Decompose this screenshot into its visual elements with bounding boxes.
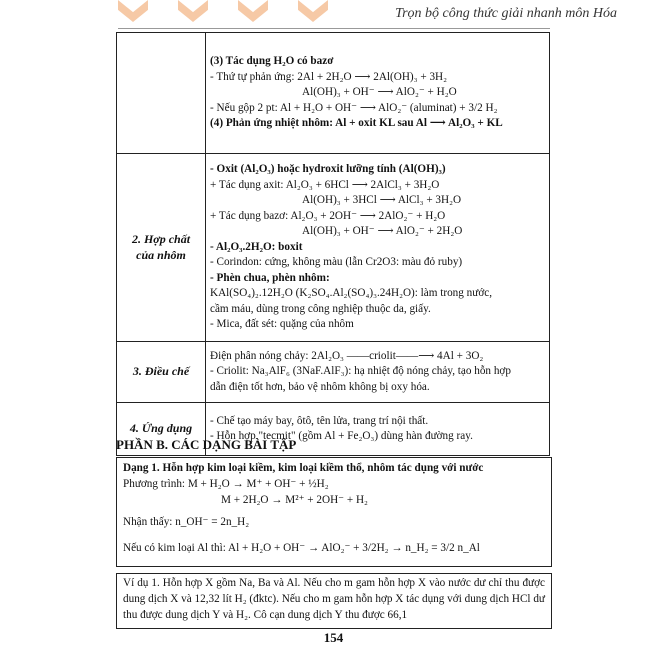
row-content [206, 342, 550, 403]
text-line: cầm máu, dùng trong công nghiệp thuộc da, giấy. [210, 302, 431, 315]
text-line: Phương trình: M + H₂O → M⁺ + OH⁻ + ½H₂ [123, 478, 329, 490]
text-line: (4) Phản ứng nhiệt nhôm: Al + oxit KL sau Al ⟶ Al₂O₃ + KL [210, 117, 503, 130]
text-line: Al(OH)₃ + 3HCl ⟶ AlCl₃ + 3H₂O [302, 194, 462, 207]
text-line: + Tác dụng bazơ: Al₂O₃ + 2OH⁻ ⟶ 2AlO₂⁻ + H₂O [210, 209, 446, 222]
header-title: Trọn bộ công thức giải nhanh môn Hóa [395, 6, 617, 21]
text-line: - Corindon: cứng, không màu (lẫn Cr2O3: màu đỏ ruby) [210, 256, 463, 269]
chevron-decoration-icon [298, 0, 328, 22]
text-line: Điện phân nóng chảy: 2Al₂O₃ ——criolit——⟶ 4Al + 3O₂ [210, 349, 484, 362]
header-divider [118, 28, 550, 29]
text-line: Nếu có kim loại Al thì: Al + H₂O + OH⁻ → AlO₂⁻ + 3/2H₂ → n_H₂ = 3/2 n_Al [123, 542, 480, 554]
exercise-type-title: Dạng 1. Hỗn hợp kim loại kiềm, kim loại kiềm thổ, nhôm tác dụng với nước [123, 462, 484, 474]
text-line: - Hỗn hợp "tecmit" (gồm Al + Fe₂O₃) dùng hàn đường ray. [210, 430, 473, 442]
row-content [206, 33, 550, 154]
text-line: Nhận thấy: n_OH⁻ = 2n_H₂ [123, 516, 250, 528]
text-line: - Oxit (Al₂O₃) hoặc hydroxit lưỡng tính (Al(OH)₃) [210, 163, 446, 176]
row-label-empty [117, 33, 206, 154]
aluminium-summary-table [116, 32, 550, 456]
text-line: - Mica, đất sét: quặng của nhôm [210, 318, 354, 331]
text-line: - Nếu gộp 2 pt: Al + H₂O + OH⁻ ⟶ AlO₂⁻ (aluminat) + 3/2 H₂ [210, 101, 498, 114]
text-line: - Phèn chua, phèn nhôm: [210, 271, 330, 284]
text-line: KAl(SO₄)₂.12H₂O (K₂SO₄.Al₂(SO₄)₃.24H₂O): làm trong nước, [210, 287, 492, 300]
text-line: Al(OH)₃ + OH⁻ ⟶ AlO₂⁻ + 2H₂O [302, 225, 463, 238]
row-label-line: 2. Hợp chất [131, 232, 191, 246]
row-label [117, 154, 206, 342]
chevron-decoration-icon [238, 0, 268, 22]
text-line: + Tác dụng axit: Al₂O₃ + 6HCl ⟶ 2AlCl₃ + 3H₂O [210, 178, 440, 191]
row-label: 4. Ứng dụng [117, 403, 206, 456]
text-line: dẫn điện tốt hơn, bảo vệ nhôm không bị oxy hóa. [210, 380, 430, 393]
chevron-decoration-icon [178, 0, 208, 22]
chevron-decoration-icon [118, 0, 148, 22]
text-line: (3) Tác dụng H₂O có bazơ [210, 55, 334, 68]
row-label: 3. Điều chế [117, 342, 206, 403]
section-title: PHẦN B. CÁC DẠNG BÀI TẬP [116, 437, 297, 452]
text-line: - Chế tạo máy bay, ôtô, tên lửa, trang trí nội thất. [210, 414, 429, 427]
text-line: - Thứ tự phản ứng: 2Al + 2H₂O ⟶ 2Al(OH)₃ + 3H₂ [210, 70, 448, 83]
table-row [117, 154, 550, 342]
table-row [117, 342, 550, 403]
example-box [116, 573, 552, 629]
text-line: - Al₂O₃.2H₂O: boxit [210, 240, 303, 253]
page-number: 154 [323, 630, 344, 645]
row-label-line: của nhôm [136, 247, 186, 262]
row-content [206, 154, 550, 342]
exercise-type-box [116, 457, 552, 567]
text-line: - Criolit: Na₃AlF₆ (3NaF.AlF₃): hạ nhiệt độ nóng chảy, tạo hỗn hợp [210, 365, 511, 378]
example-text: Ví dụ 1. Hỗn hợp X gồm Na, Ba và Al. Nếu cho m gam hỗn hợp X vào nước dư chỉ thu được dung dịch X và 12,32 lít H₂ (đktc). Nếu cho m gam hỗn hợp X tác dụng với dung dịch HCl dư thu được dung dịch Y và H₂. Cô cạn dung dịch Y thu được 66,1 [123, 577, 545, 621]
text-line: Al(OH)₃ + OH⁻ ⟶ AlO₂⁻ + H₂O [302, 86, 457, 99]
table-row [117, 33, 550, 154]
text-line: M + 2H₂O → M²⁺ + 2OH⁻ + H₂ [221, 494, 368, 506]
